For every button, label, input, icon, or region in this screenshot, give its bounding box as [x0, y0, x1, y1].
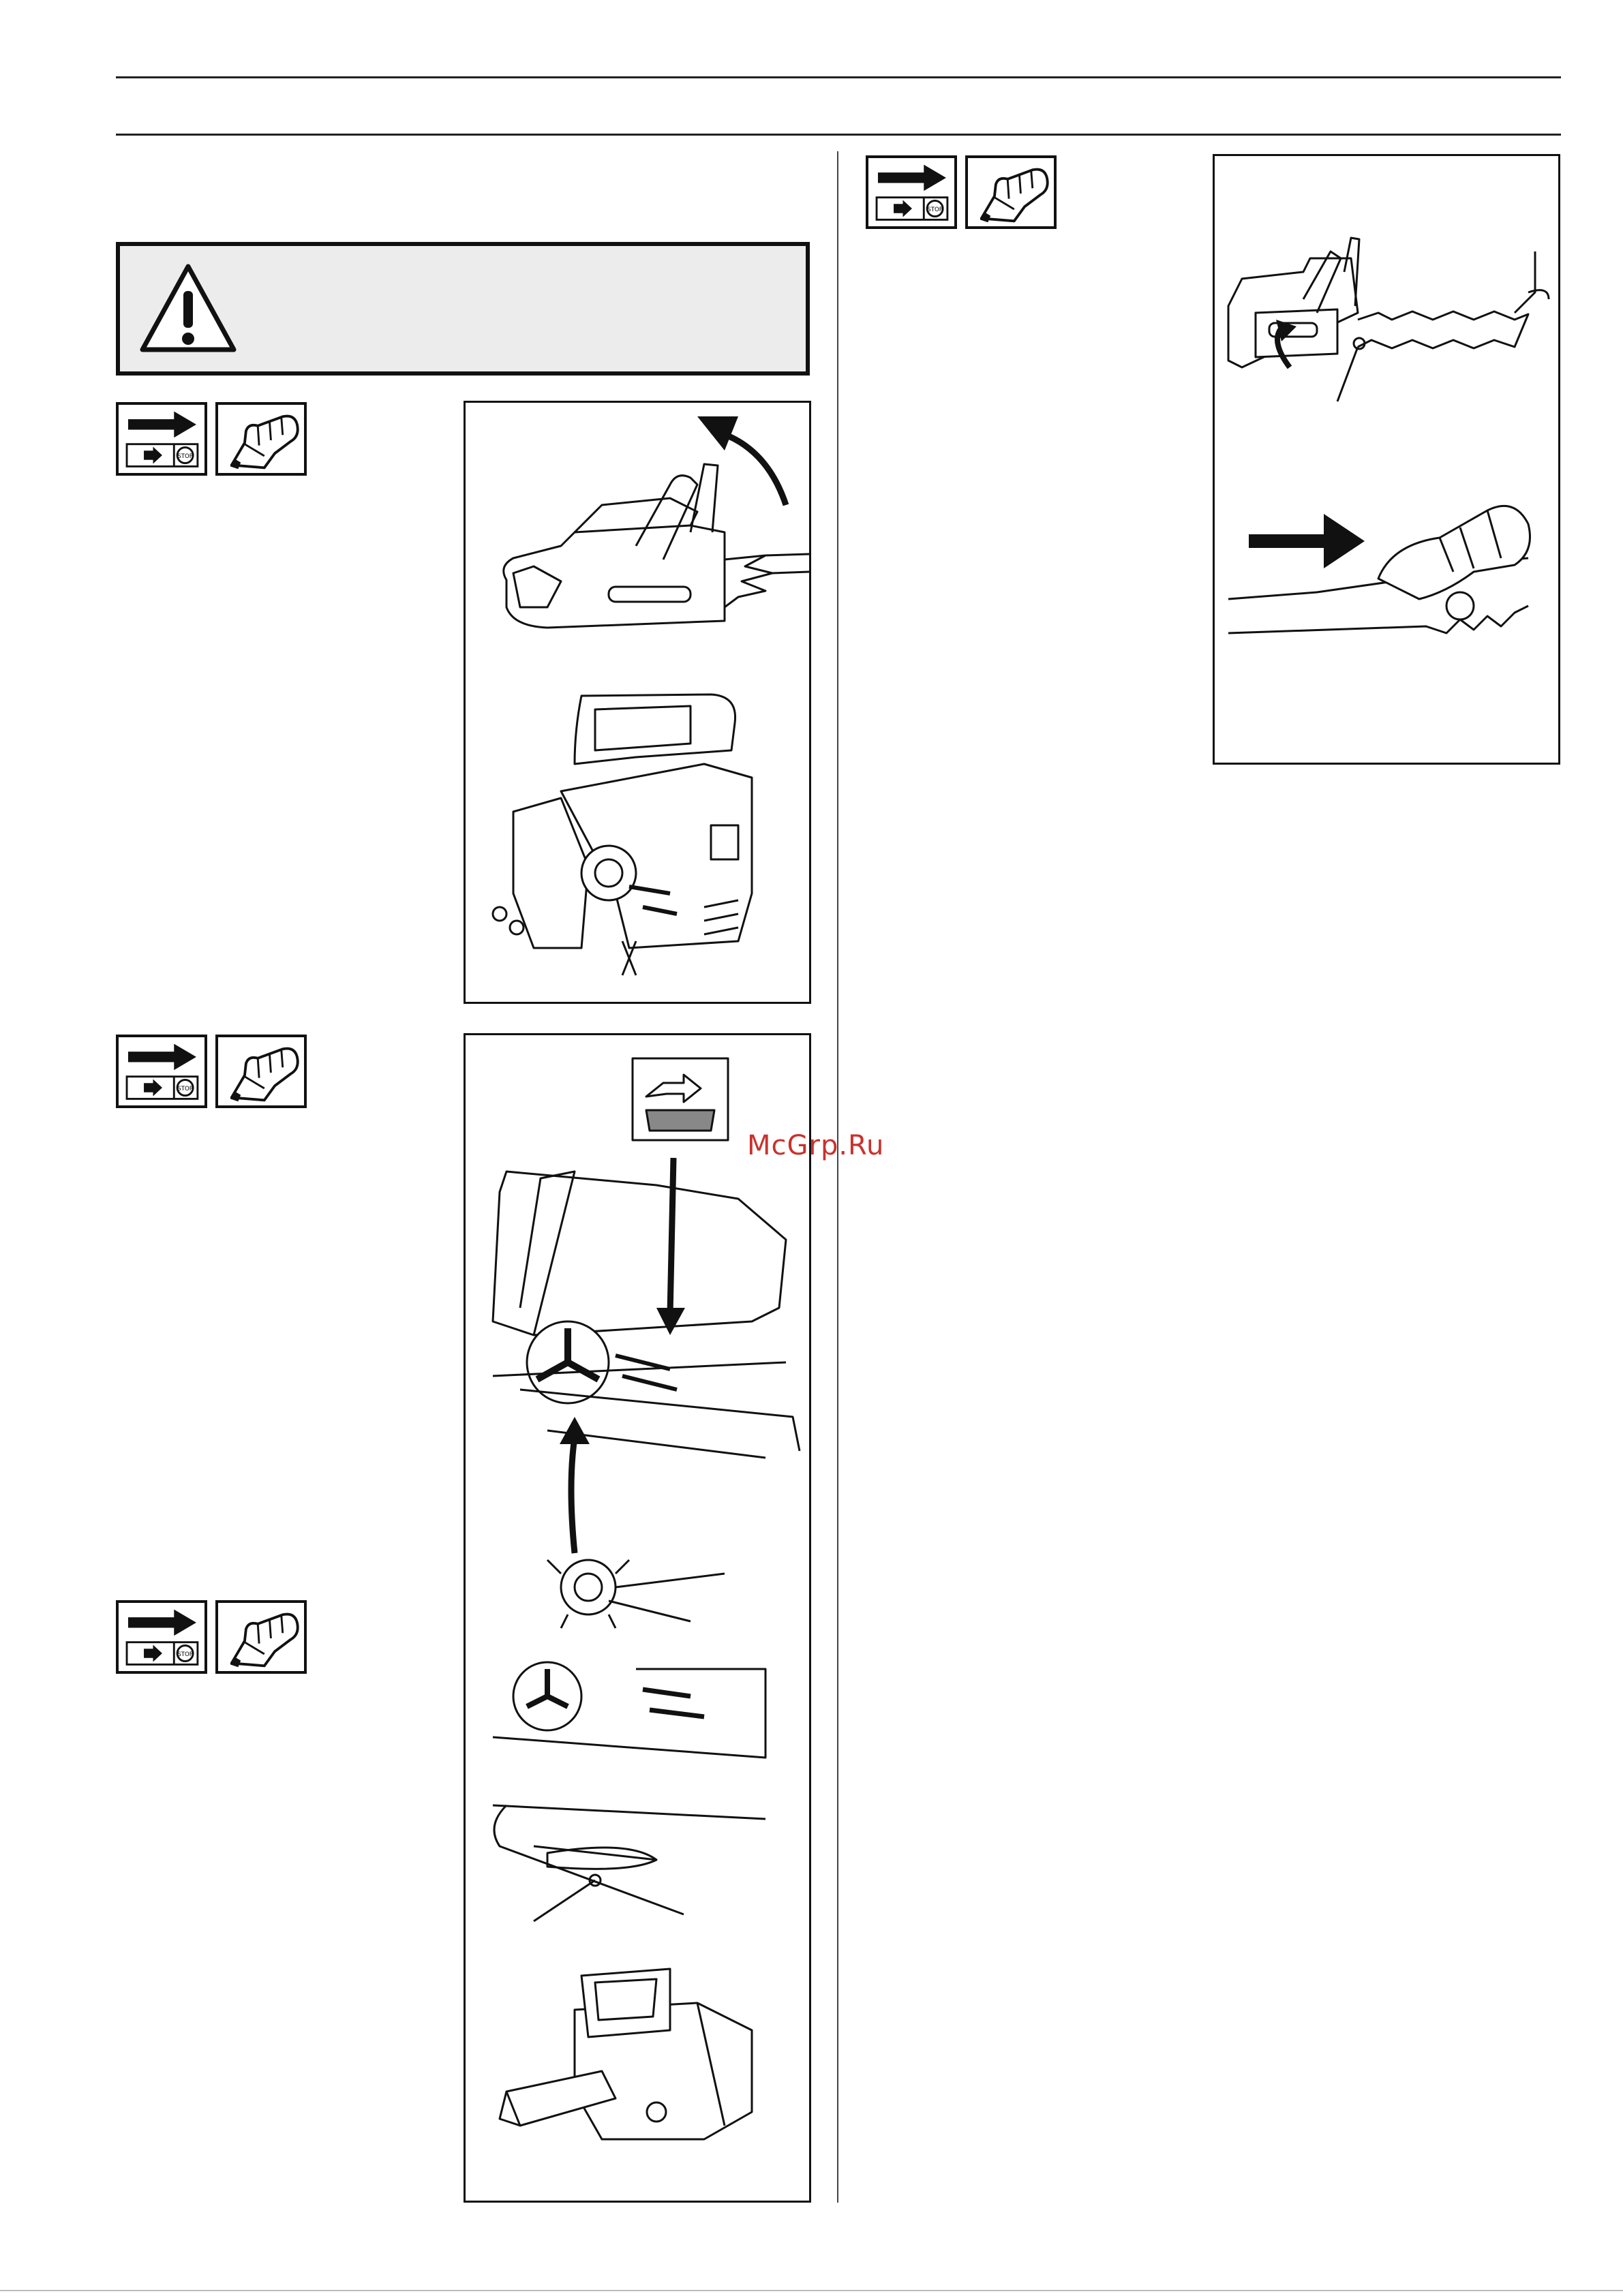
footer-rule	[0, 2290, 1623, 2291]
warning-triangle-icon	[137, 261, 239, 356]
safety-icon-group-4	[866, 155, 1058, 230]
column-divider	[837, 151, 838, 2203]
clutch-cover-removal-illustration	[466, 689, 809, 1002]
illustration-panel-1	[464, 401, 811, 1004]
warning-box	[116, 242, 810, 376]
stop-switch-arrow-icon	[116, 1600, 207, 1674]
illustration-panel-3	[1213, 154, 1560, 765]
safety-icon-group-3	[116, 1600, 308, 1675]
chain-mounting-illustration	[466, 1035, 809, 1649]
stop-switch-arrow-icon	[116, 402, 207, 476]
watermark-text: McGrp.Ru	[747, 1130, 885, 1161]
chain-tensioning-illustration	[1215, 156, 1558, 763]
safety-icon-group-1	[116, 402, 308, 477]
header-rule-bottom	[116, 134, 1561, 136]
stop-switch-arrow-icon	[866, 155, 957, 229]
protective-glove-icon	[965, 155, 1057, 229]
illustration-panel-2	[464, 1033, 811, 2203]
protective-glove-icon	[215, 1035, 307, 1108]
bar-and-chain-fitting-illustration	[466, 1649, 809, 2205]
header-rule-top	[116, 76, 1561, 78]
protective-glove-icon	[215, 402, 307, 476]
safety-icon-group-2	[116, 1035, 308, 1109]
protective-glove-icon	[215, 1600, 307, 1674]
stop-switch-arrow-icon	[116, 1035, 207, 1108]
chain-brake-release-illustration	[466, 403, 809, 689]
